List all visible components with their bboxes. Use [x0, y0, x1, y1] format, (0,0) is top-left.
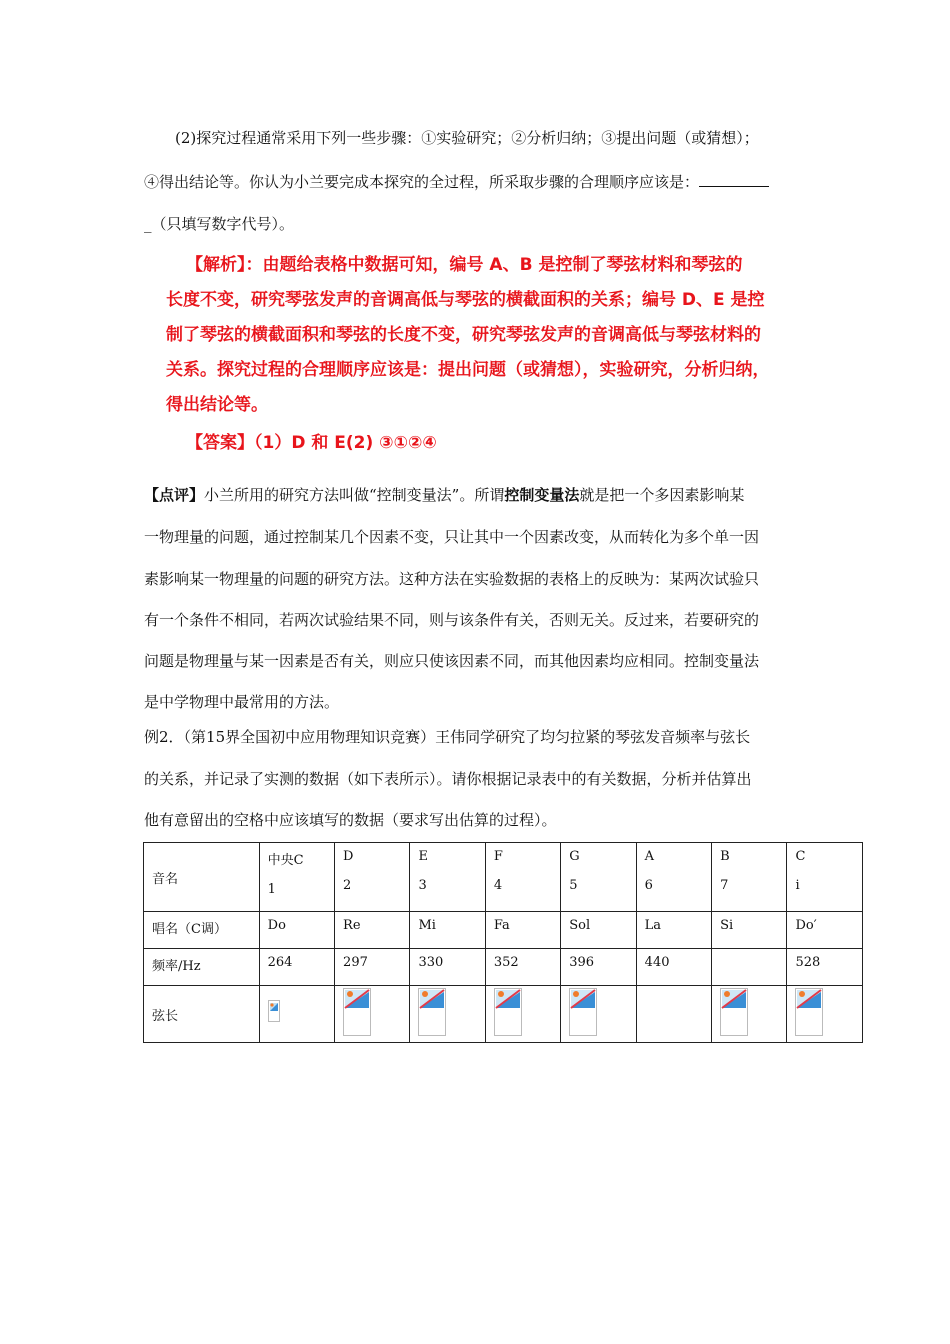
frequency-cell: 396 [561, 949, 636, 986]
comment-line-5: 问题是物理量与某一因素是否有关，则应只使该因素不同，而其他因素均应相同。控制变量法 [144, 652, 760, 670]
note-top: E [418, 849, 428, 864]
solfege-cell: La [636, 912, 711, 949]
row-label-frequency: 频率/Hz [144, 949, 260, 986]
question-2-line-2-text: ④得出结论等。你认为小兰要完成本探究的全过程，所采取步骤的合理顺序应该是： [144, 173, 700, 191]
note-cell [485, 843, 560, 912]
row-label-string-length: 弦长 [144, 986, 260, 1043]
comment-text-c: 就是把一个多因素影响某 [579, 486, 745, 504]
comment-line-6: 是中学物理中最常用的方法。 [144, 693, 340, 711]
example-2-line-2: 的关系，并记录了实测的数据（如下表所示）。请你根据记录表中的有关数据，分析并估算出 [144, 770, 752, 788]
question-2-line-2 [144, 172, 808, 192]
note-bottom: 6 [644, 878, 653, 893]
analysis-line-5: 得出结论等。 [166, 395, 268, 415]
answer-line: 【答案】（1）D 和 E(2) ③①②④ [186, 433, 437, 453]
note-cell [561, 843, 636, 912]
comment-line-4: 有一个条件不相同，若两次试验结果不同，则与该条件有关，否则无关。反过来，若要研究的 [144, 611, 760, 629]
length-cell [485, 986, 560, 1043]
broken-image-icon [418, 988, 446, 1036]
analysis-line-4: 关系。探究过程的合理顺序应该是：提出问题（或猜想），实验研究，分析归纳， [166, 360, 770, 380]
broken-image-icon [795, 988, 823, 1036]
comment-tag: 【点评】 [144, 486, 205, 504]
table-row-string-length [144, 986, 863, 1043]
note-cell [259, 843, 334, 912]
length-cell [410, 986, 485, 1043]
note-bottom: 2 [343, 878, 352, 893]
comment-text-a: 小兰所用的研究方法叫做“控制变量法”。所谓 [204, 486, 505, 504]
note-bottom: 3 [418, 878, 427, 893]
analysis-line-3: 制了琴弦的横截面积和琴弦的长度不变，研究琴弦发声的音调高低与琴弦材料的 [166, 325, 761, 345]
comment-line-2: 一物理量的问题，通过控制某几个因素不变，只让其中一个因素改变，从而转化为多个单一因 [144, 528, 760, 546]
note-bottom: i [795, 878, 800, 893]
length-cell [335, 986, 410, 1043]
question-2-line-1: (2)探究过程通常采用下列一些步骤：①实验研究；②分析归纳；③提出问题（或猜想）； [175, 129, 759, 147]
analysis-line-1: 【解析】：由题给表格中数据可知，编号 A、B 是控制了琴弦材料和琴弦的 [186, 255, 743, 275]
row-label-solfege: 唱名（C调） [144, 912, 260, 949]
frequency-cell: 528 [787, 949, 863, 986]
frequency-cell: 330 [410, 949, 485, 986]
answer-blank [699, 172, 769, 187]
broken-image-icon [569, 988, 597, 1036]
analysis-line-2: 长度不变，研究琴弦发声的音调高低与琴弦的横截面积的关系；编号 D、E 是控 [166, 290, 765, 310]
solfege-cell: Re [335, 912, 410, 949]
broken-image-icon [343, 988, 371, 1036]
note-cell [410, 843, 485, 912]
comment-line-3: 素影响某一物理量的问题的研究方法。这种方法在实验数据的表格上的反映为：某两次试验只 [144, 570, 760, 588]
note-top: B [720, 849, 730, 864]
note-top: A [644, 849, 655, 864]
frequency-cell: 352 [485, 949, 560, 986]
note-bottom: 1 [267, 882, 276, 897]
note-top: G [569, 849, 580, 864]
solfege-cell: Mi [410, 912, 485, 949]
frequency-table [143, 842, 863, 1043]
example-2-line-1: 例2．（第15界全国初中应用物理知识竞赛）王伟同学研究了均匀拉紧的琴弦发音频率与弦长 [144, 728, 751, 746]
note-cell [636, 843, 711, 912]
solfege-cell: Fa [485, 912, 560, 949]
row-label-note-name: 音名 [144, 843, 260, 912]
note-bottom: 4 [493, 878, 503, 893]
note-cell [712, 843, 787, 912]
length-cell [561, 986, 636, 1043]
example-2-line-3: 他有意留出的空格中应该填写的数据（要求写出估算的过程）。 [144, 811, 557, 829]
note-top: D [343, 849, 354, 864]
table-row-solfege [144, 912, 863, 949]
comment-line-1 [144, 485, 808, 505]
broken-image-icon [268, 1000, 280, 1022]
frequency-cell: 297 [335, 949, 410, 986]
length-cell [712, 986, 787, 1043]
frequency-cell-blank [712, 949, 787, 986]
broken-image-icon [494, 988, 522, 1036]
table-row-frequency [144, 949, 863, 986]
length-cell [259, 986, 334, 1043]
note-bottom: 5 [569, 878, 578, 893]
solfege-cell: Si [712, 912, 787, 949]
comment-keyword: 控制变量法 [504, 486, 580, 504]
length-cell [787, 986, 863, 1043]
frequency-cell: 440 [636, 949, 711, 986]
table-row-note-name [144, 843, 863, 912]
note-cell [335, 843, 410, 912]
note-bottom: 7 [720, 878, 729, 893]
note-cell [787, 843, 863, 912]
solfege-cell: Do [259, 912, 334, 949]
note-top: F [493, 849, 503, 864]
broken-image-icon [720, 988, 748, 1036]
solfege-cell: Sol [561, 912, 636, 949]
length-cell-empty [636, 986, 711, 1043]
frequency-cell: 264 [259, 949, 334, 986]
note-top: C [795, 849, 806, 864]
solfege-cell: Do′ [787, 912, 863, 949]
question-2-line-3: _（只填写数字代号）。 [144, 215, 295, 233]
note-top: 中央C [267, 853, 304, 868]
